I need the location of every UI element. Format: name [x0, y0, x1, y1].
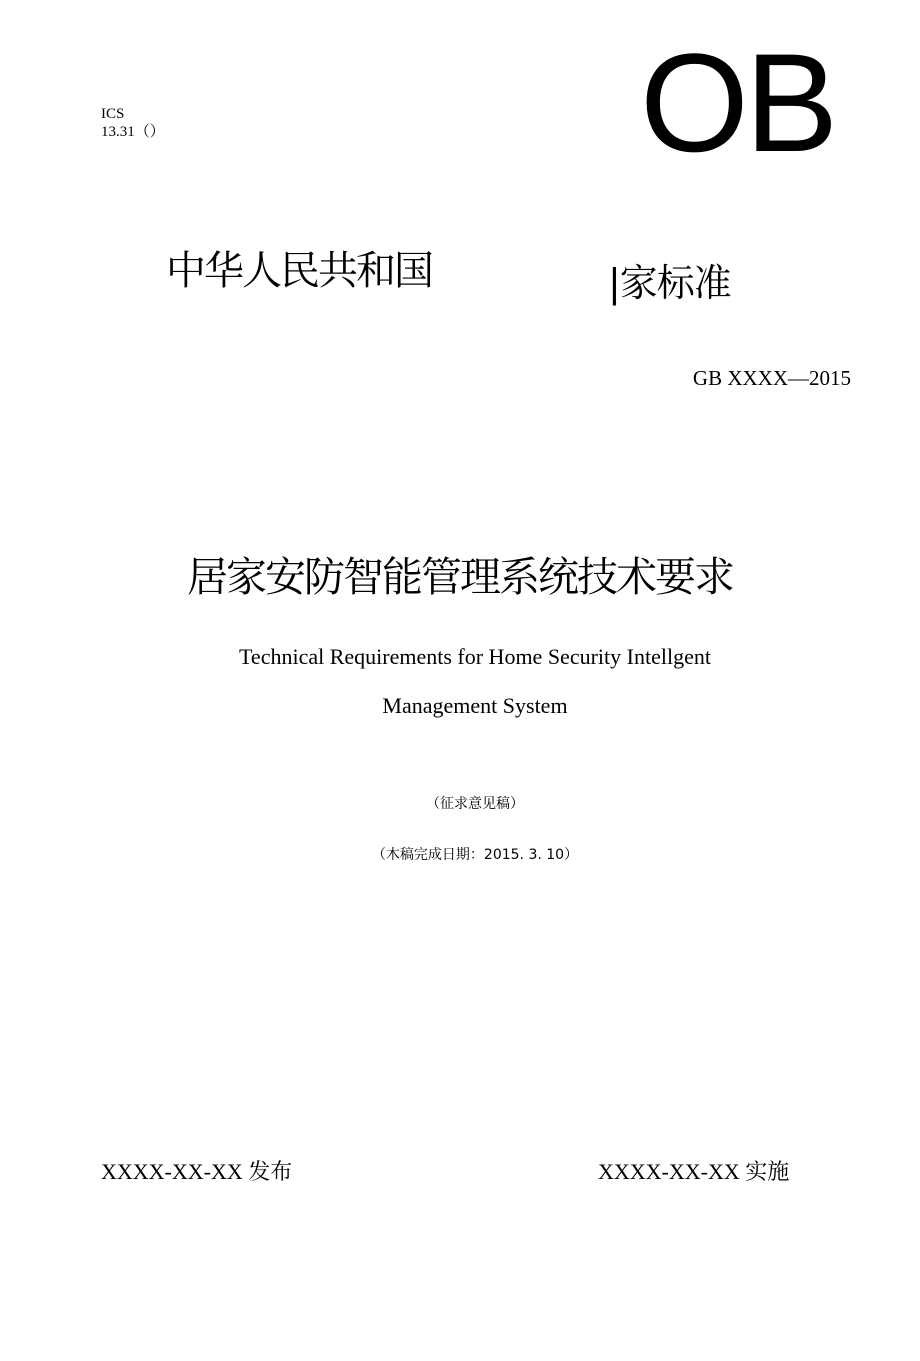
country-name: 中华人民共和国	[166, 248, 432, 294]
completion-date: （木稿完成日期：2015. 3. 10）	[371, 847, 579, 863]
title-english-line2: Management System	[382, 693, 568, 718]
ics-code: 13.31（）	[101, 124, 165, 140]
draft-status: （征求意见稿）	[426, 796, 524, 812]
implement-date: XXXX-XX-XX 实施	[598, 1159, 790, 1184]
gb-logo: OB	[640, 24, 835, 181]
title-english-line1: Technical Requirements for Home Security Intellgent	[239, 644, 711, 669]
title-chinese: 居家安防智能管理系统技术要求	[187, 553, 733, 601]
ics-block	[101, 105, 165, 141]
standard-number: GB XXXX—2015	[692, 366, 851, 390]
ics-label: ICS	[101, 106, 125, 122]
publish-date: XXXX-XX-XX 发布	[101, 1159, 293, 1184]
national-standard-label: |家标准	[608, 261, 731, 305]
title-english	[0, 640, 920, 738]
